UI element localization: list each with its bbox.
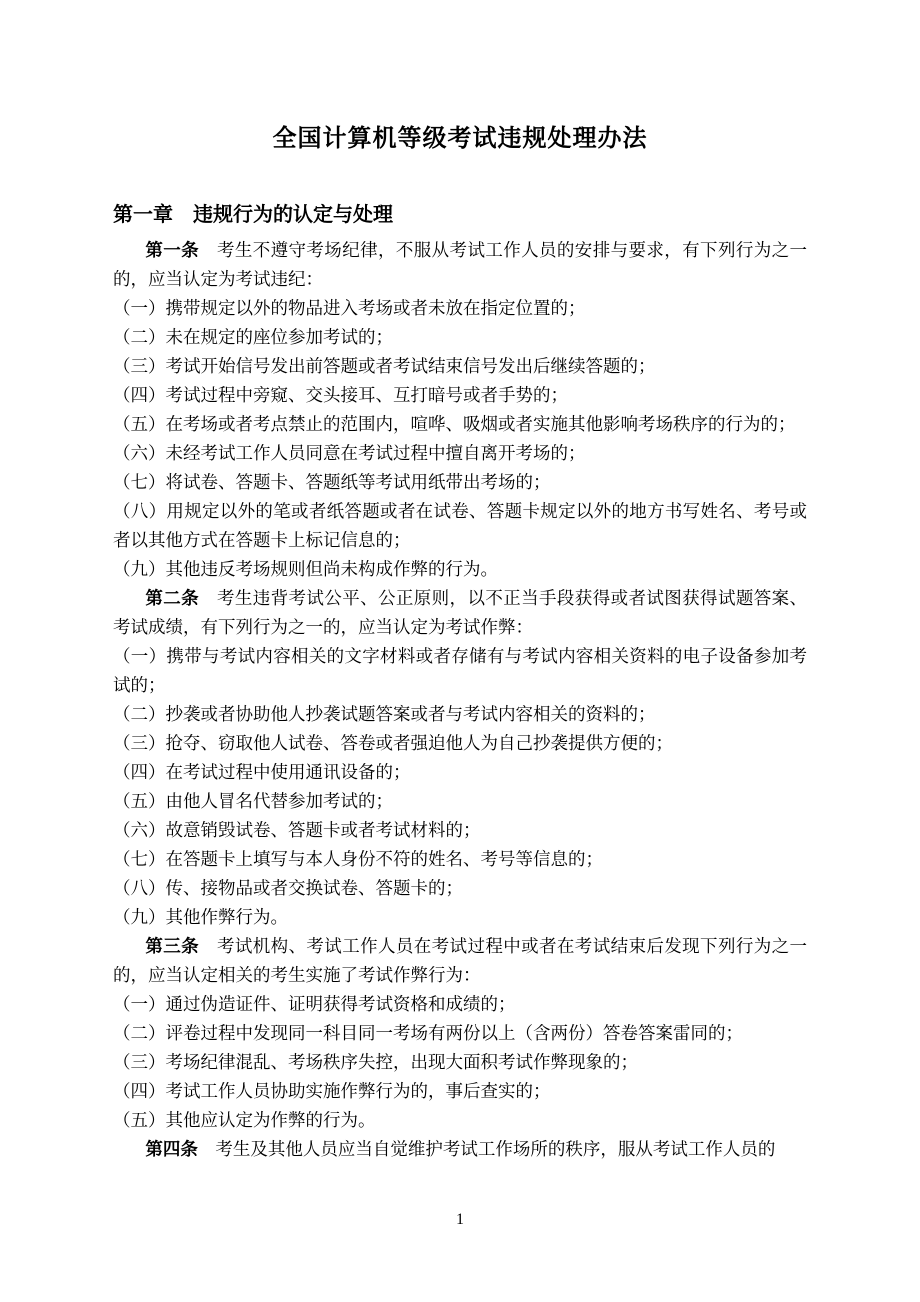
list-item: （四）考试过程中旁窥、交头接耳、互打暗号或者手势的； <box>113 385 568 405</box>
list-item: （二）未在规定的座位参加考试的； <box>113 327 393 347</box>
article-paragraph: 第一条 考生不遵守考场纪律，不服从考试工作人员的安排与要求，有下列行为之一的，应当认定为考试违纪： <box>113 240 808 289</box>
list-item: （六）故意销毁试卷、答题卡或者考试材料的； <box>113 820 481 840</box>
article-label: 第二条 <box>145 588 200 608</box>
list-item: （一）通过伪造证件、证明获得考试资格和成绩的； <box>113 994 516 1014</box>
article-label: 第一条 <box>145 240 200 260</box>
list-item: （五）其他应认定为作弊的行为。 <box>113 1110 376 1130</box>
list-item: （五）由他人冒名代替参加考试的； <box>113 791 393 811</box>
list-item: （三）考试开始信号发出前答题或者考试结束信号发出后继续答题的； <box>113 356 656 376</box>
list-item: （一）携带与考试内容相关的文字材料或者存储有与考试内容相关资料的电子设备参加考试的； <box>113 646 807 695</box>
list-item: （七）在答题卡上填写与本人身份不符的姓名、考号等信息的； <box>113 849 603 869</box>
document-body <box>113 200 807 1164</box>
article-label: 第三条 <box>145 936 200 956</box>
list-item: （四）考试工作人员协助实施作弊行为的，事后查实的； <box>113 1081 551 1101</box>
list-item: （九）其他作弊行为。 <box>113 907 288 927</box>
list-item: （四）在考试过程中使用通讯设备的； <box>113 762 411 782</box>
list-item: （二）抄袭或者协助他人抄袭试题答案或者与考试内容相关的资料的； <box>113 704 656 724</box>
list-item: （六）未经考试工作人员同意在考试过程中擅自离开考场的； <box>113 443 586 463</box>
list-item: （五）在考场或者考点禁止的范围内，喧哗、吸烟或者实施其他影响考场秩序的行为的； <box>113 414 796 434</box>
document-title: 全国计算机等级考试违规处理办法 <box>272 126 648 152</box>
list-item: （九）其他违反考场规则但尚未构成作弊的行为。 <box>113 559 498 579</box>
list-item: （一）携带规定以外的物品进入考场或者未放在指定位置的； <box>113 298 586 318</box>
article-paragraph: 第四条 考生及其他人员应当自觉维护考试工作场所的秩序，服从考试工作人员的 <box>145 1139 776 1159</box>
article-paragraph: 第三条 考试机构、考试工作人员在考试过程中或者在考试结束后发现下列行为之一的，应当认定相关的考生实施了考试作弊行为： <box>113 936 808 985</box>
article-paragraph: 第二条 考生违背考试公平、公正原则，以不正当手段获得或者试图获得试题答案、考试成绩，有下列行为之一的，应当认定为考试作弊： <box>113 588 808 637</box>
article-label: 第四条 <box>145 1139 198 1159</box>
list-item: （三）考场纪律混乱、考场秩序失控，出现大面积考试作弊现象的； <box>113 1052 638 1072</box>
list-item: （三）抢夺、窃取他人试卷、答卷或者强迫他人为自己抄袭提供方便的； <box>113 733 673 753</box>
list-item: （八）用规定以外的笔或者纸答题或者在试卷、答题卡规定以外的地方书写姓名、考号或者以其他方式在答题卡上标记信息的； <box>113 501 807 550</box>
list-item: （二）评卷过程中发现同一科目同一考场有两份以上（含两份）答卷答案雷同的； <box>113 1023 743 1043</box>
page-number: 1 <box>456 1211 464 1228</box>
chapter-heading: 第一章 违规行为的认定与处理 <box>113 204 393 226</box>
list-item: （八）传、接物品或者交换试卷、答题卡的； <box>113 878 463 898</box>
list-item: （七）将试卷、答题卡、答题纸等考试用纸带出考场的； <box>113 472 551 492</box>
